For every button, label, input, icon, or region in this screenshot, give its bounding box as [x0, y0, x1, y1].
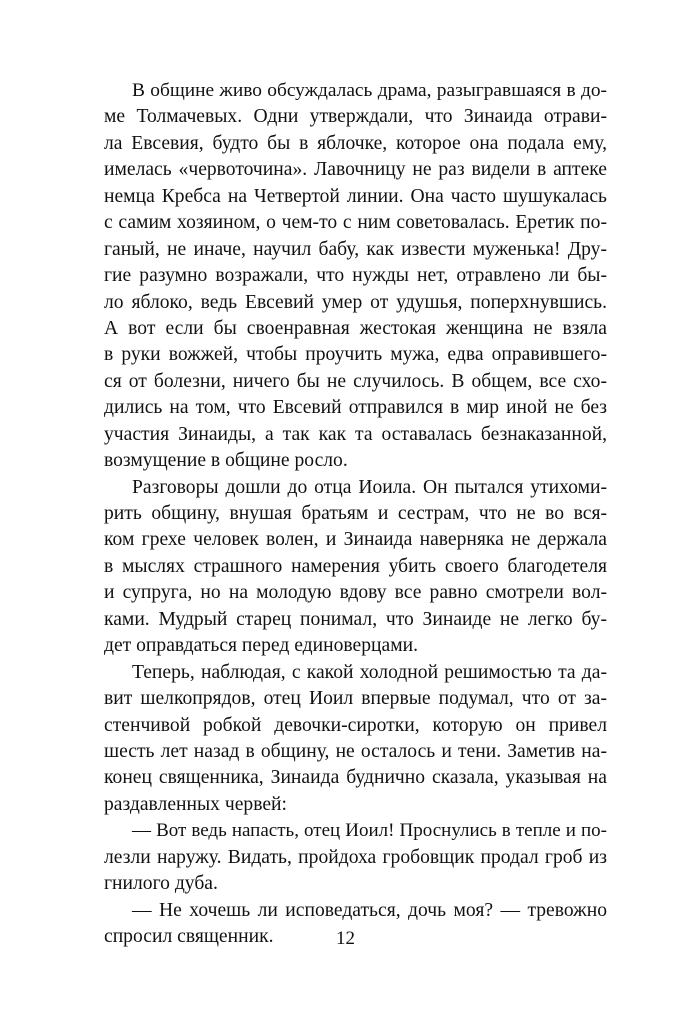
text-line: участия Зинаиды, а так как та оставалась безнаказанной, [104, 423, 607, 445]
text-line: раздавленных червей: [104, 793, 287, 815]
text-line: ками. Мудрый старец понимал, что Зинаиде не легко бу- [104, 608, 607, 630]
text-line: В общине живо обсуждалась драма, разыгравшаяся в до- [132, 80, 607, 101]
text-line: А вот если бы своенравная жестокая женщина не взяла [104, 317, 607, 339]
text-line: ло яблоко, ведь Евсевий умер от удушья, поперхнувшись. [104, 291, 607, 313]
text-line: ла Евсевия, будто бы в яблочке, которое она подала ему, [104, 132, 607, 154]
text-line: имелась «червоточина». Лавочницу не раз видели в аптеке [104, 159, 607, 181]
text-line: в мыслях страшного намерения убить своего благодетеля [104, 555, 607, 577]
text-line: рить общину, внушая братьям и сестрам, что не во вся- [104, 503, 607, 524]
text-line: с самим хозяином, о чем-то с ним советовалась. Еретик по- [104, 212, 607, 234]
text-line: конец священника, Зинаида буднично сказала, указывая на [104, 767, 607, 789]
text-line: в руки вожжей, чтобы проучить мужа, едва оправившего- [104, 344, 607, 366]
text-line: ганый, не иначе, научил бабу, как извести муженька! Дру- [104, 238, 607, 260]
text-line: стенчивой робкой девочки-сиротки, которую он привел [104, 714, 607, 736]
text-line: ме Толмачевых. Одни утверждали, что Зинаида отрави- [104, 106, 607, 128]
text-line: Теперь, наблюдая, с какой холодной решимостью та да- [132, 661, 607, 683]
page-number: 12 [336, 928, 355, 949]
text-line: гие разумно возражали, что нужды нет, отравлено ли бы- [104, 265, 607, 287]
body-text [104, 78, 607, 950]
text-line: немца Кребса на Четвертой линии. Она часто шушукалась [104, 185, 607, 207]
text-line: ся от болезни, ничего бы не случилось. В общем, все схо- [104, 370, 607, 392]
text-line: и супруга, но на молодую вдову все равно смотрели вол- [104, 582, 607, 604]
text-line: спросил священник. [104, 926, 274, 947]
text-line: — Не хочешь ли исповедаться, дочь моя? — тревожно [132, 899, 607, 921]
text-line: ком грехе человек волен, и Зинаида наверняка не держала [104, 529, 607, 551]
text-line: возмущение в общине росло. [104, 450, 348, 472]
text-line: гнилого дуба. [104, 873, 218, 895]
text-line: — Вот ведь напасть, отец Иоил! Проснулись в тепле и по- [132, 820, 607, 842]
text-line: Разговоры дошли до отца Иоила. Он пытался утихоми- [132, 476, 607, 498]
text-line: дет оправдаться перед единоверцами. [104, 635, 418, 657]
text-line: шесть лет назад в общину, не осталось и тени. Заметив на- [104, 740, 607, 762]
text-line: вит шелкопрядов, отец Иоил впервые подумал, что от за- [104, 688, 607, 710]
text-line: лезли наружу. Видать, пройдоха гробовщик продал гроб из [104, 846, 607, 868]
text-line: дились на том, что Евсевий отправился в мир иной не без [104, 397, 607, 419]
